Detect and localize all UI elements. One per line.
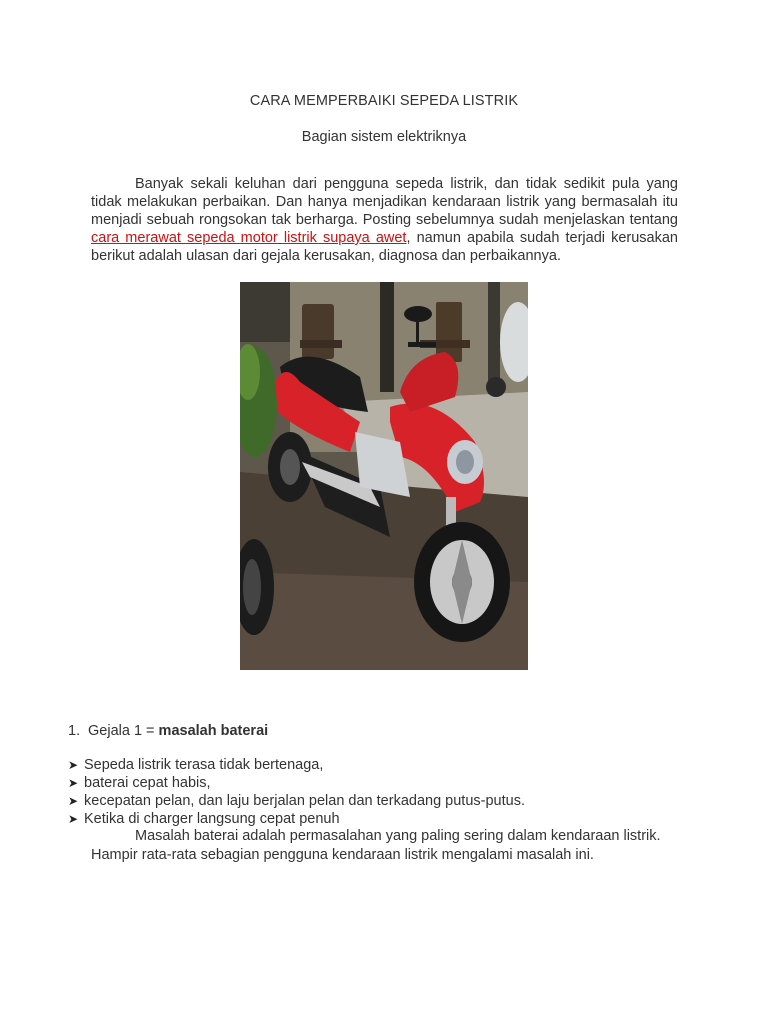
symptom-text: baterai cepat habis,: [84, 775, 211, 791]
symptom-text: Ketika di charger langsung cepat penuh: [84, 811, 340, 827]
symptom-list: [68, 756, 525, 828]
electric-scooter-photo: [240, 282, 528, 670]
page-title: CARA MEMPERBAIKI SEPEDA LISTRIK: [249, 93, 519, 109]
arrow-bullet-icon: ➤: [68, 758, 79, 772]
list-item: [68, 810, 525, 828]
intro-text-before: Banyak sekali keluhan dari pengguna sepeda listrik, dan tidak sedikit pula yang tidak melakukan perbaikan. Dan hanya menjadikan kendaraan listrik yang bermasalah itu menjadi sebuah rongsokan tak berharga. Posting sebelumnya sudah menjelaskan tentang: [91, 176, 678, 228]
arrow-bullet-icon: ➤: [68, 812, 79, 826]
symptom-text: Sepeda listrik terasa tidak bertenaga,: [84, 757, 324, 773]
section-number: 1.: [68, 723, 81, 739]
arrow-bullet-icon: ➤: [68, 776, 79, 790]
page-subtitle: Bagian sistem elektriknya: [301, 129, 467, 145]
section-label-bold: masalah baterai: [158, 723, 269, 739]
arrow-bullet-icon: ➤: [68, 794, 79, 808]
article-link[interactable]: cara merawat sepeda motor listrik supaya awet: [91, 230, 407, 246]
list-item: [68, 756, 525, 774]
intro-paragraph: [91, 175, 678, 265]
symptom-text: kecepatan pelan, dan laju berjalan pelan dan terkadang putus-putus.: [84, 793, 525, 809]
section-label: Gejala 1 =: [88, 723, 159, 739]
list-item: [68, 792, 525, 810]
closing-paragraph: Masalah baterai adalah permasalahan yang paling sering dalam kendaraan listrik. Hampir rata-rata sebagian pengguna kendaraan listrik mengalami masalah ini.: [91, 828, 661, 863]
intro-text-after: , namun apabila sudah terjadi kerusakan berikut adalah ulasan dari gejala kerusakan, diagnosa dan perbaikannya.: [91, 230, 679, 264]
section-heading-symptom-1: [68, 723, 268, 739]
list-item: [68, 774, 525, 792]
